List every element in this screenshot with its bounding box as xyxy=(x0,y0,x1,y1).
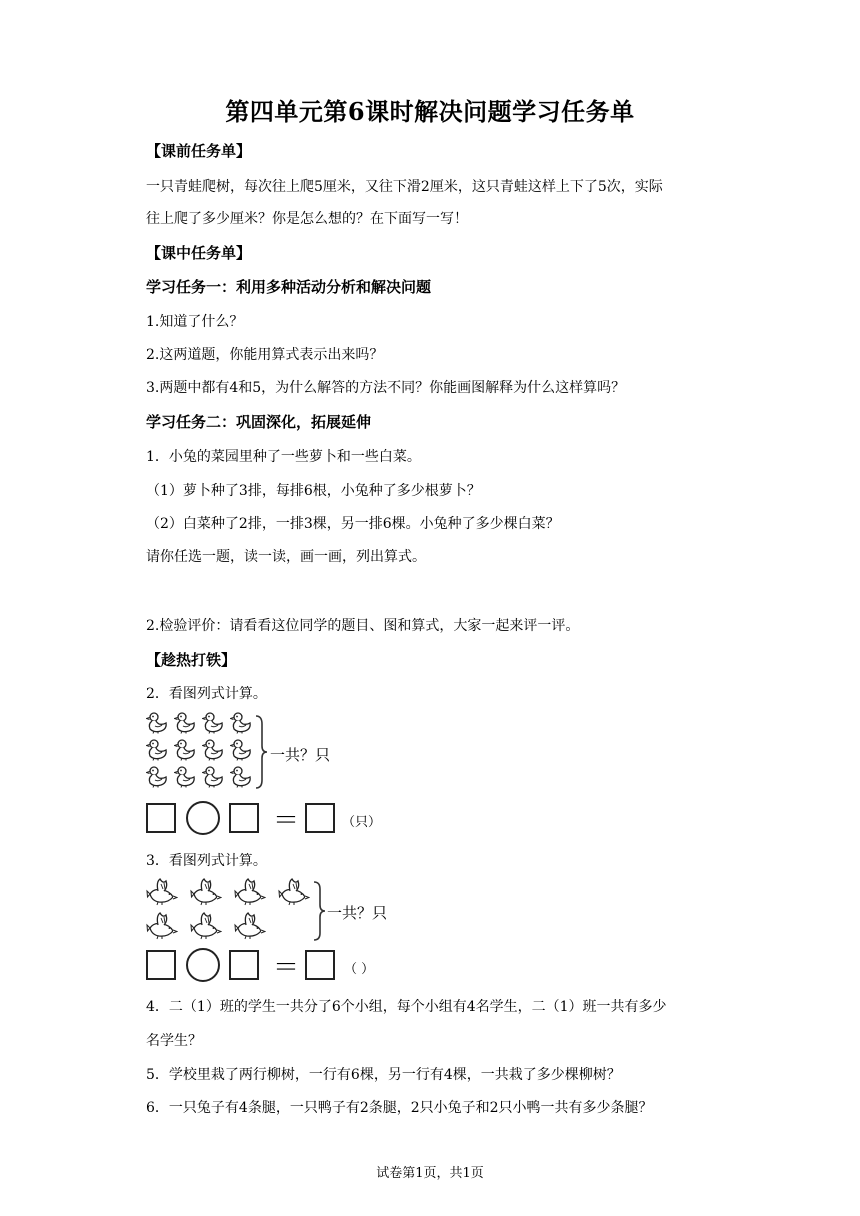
bird-icon xyxy=(234,878,266,906)
duck-grid xyxy=(146,712,258,790)
duck-icon xyxy=(202,766,224,788)
duck-icon xyxy=(146,712,168,734)
q2-answer-box-3[interactable] xyxy=(305,803,335,833)
task2-question-1b: （2）白菜种了2排，一排3棵，另一排6棵。小兔种了多少棵白菜？ xyxy=(146,516,560,532)
task1-question-3: 3.两题中都有4和5，为什么解答的方法不同？你能画图解释为什么这样算吗？ xyxy=(146,380,626,396)
practice-heading: 【趁热打铁】 xyxy=(146,651,237,669)
bird-icon xyxy=(190,878,222,906)
duck-icon xyxy=(174,766,196,788)
q2-unit: （只） xyxy=(342,815,382,830)
q3-operator-circle[interactable] xyxy=(186,948,220,982)
duck-icon xyxy=(230,766,252,788)
bird-icon xyxy=(278,878,310,906)
pre-class-text-line-2: 往上爬了多少厘米？你是怎么想的？在下面写一写！ xyxy=(146,211,468,227)
task2-question-1: 1．小兔的菜园里种了一些萝卜和一些白菜。 xyxy=(146,449,421,465)
q2-total-label: 一共？只 xyxy=(270,746,331,764)
duck-icon xyxy=(230,712,252,734)
q3-answer-box-1[interactable] xyxy=(146,950,176,980)
pre-class-heading: 【课前任务单】 xyxy=(146,142,252,160)
duck-icon xyxy=(174,739,196,761)
curly-brace-icon xyxy=(312,880,326,942)
bird-grid xyxy=(146,878,318,942)
bird-icon xyxy=(190,912,222,940)
duck-icon xyxy=(202,712,224,734)
page-title: 第四单元第6课时解决问题学习任务单 xyxy=(225,97,635,126)
bird-icon xyxy=(146,878,178,906)
q3-unit: （ ） xyxy=(344,962,375,977)
q2-operator-circle[interactable] xyxy=(186,801,220,835)
q3-equals-sign: ＝ xyxy=(273,953,300,983)
practice-question-4-line-1: 4．二（1）班的学生一共分了6个小组，每个小组有4名学生，二（1）班一共有多少 xyxy=(146,999,667,1015)
duck-icon xyxy=(146,766,168,788)
q3-answer-box-2[interactable] xyxy=(229,950,259,980)
duck-icon xyxy=(146,739,168,761)
practice-question-2: 2．看图列式计算。 xyxy=(146,686,267,702)
q3-answer-box-3[interactable] xyxy=(305,950,335,980)
duck-icon xyxy=(230,739,252,761)
bird-icon xyxy=(234,912,266,940)
task1-question-1: 1.知道了什么？ xyxy=(146,314,244,330)
page-footer: 试卷第1页，共1页 xyxy=(376,1166,484,1181)
pre-class-text-line-1: 一只青蛙爬树，每次往上爬5厘米，又往下滑2厘米，这只青蛙这样上下了5次，实际 xyxy=(146,179,663,195)
practice-question-4-line-2: 名学生？ xyxy=(146,1033,202,1049)
task1-title: 学习任务一：利用多种活动分析和解决问题 xyxy=(146,278,432,296)
q2-answer-box-2[interactable] xyxy=(229,803,259,833)
in-class-heading: 【课中任务单】 xyxy=(146,244,252,262)
practice-question-3: 3．看图列式计算。 xyxy=(146,853,267,869)
task2-question-1a: （1）萝卜种了3排，每排6根，小兔种了多少根萝卜？ xyxy=(146,483,481,499)
duck-icon xyxy=(202,739,224,761)
q2-answer-box-1[interactable] xyxy=(146,803,176,833)
task2-title: 学习任务二：巩固深化，拓展延伸 xyxy=(146,413,372,431)
task2-question-2: 2.检验评价：请看看这位同学的题目、图和算式，大家一起来评一评。 xyxy=(146,618,580,634)
practice-question-5: 5．学校里栽了两行柳树，一行有6棵，另一行有4棵，一共栽了多少棵柳树？ xyxy=(146,1067,621,1083)
curly-brace-icon xyxy=(254,714,268,790)
duck-icon xyxy=(174,712,196,734)
bird-icon xyxy=(146,912,178,940)
task2-question-1c: 请你任选一题，读一读，画一画，列出算式。 xyxy=(146,549,426,565)
practice-question-6: 6．一只兔子有4条腿，一只鸭子有2条腿，2只小兔子和2只小鸭一共有多少条腿？ xyxy=(146,1100,653,1116)
q3-total-label: 一共？只 xyxy=(327,904,388,922)
task1-question-2: 2.这两道题，你能用算式表示出来吗？ xyxy=(146,347,384,363)
q2-equals-sign: ＝ xyxy=(273,806,300,836)
